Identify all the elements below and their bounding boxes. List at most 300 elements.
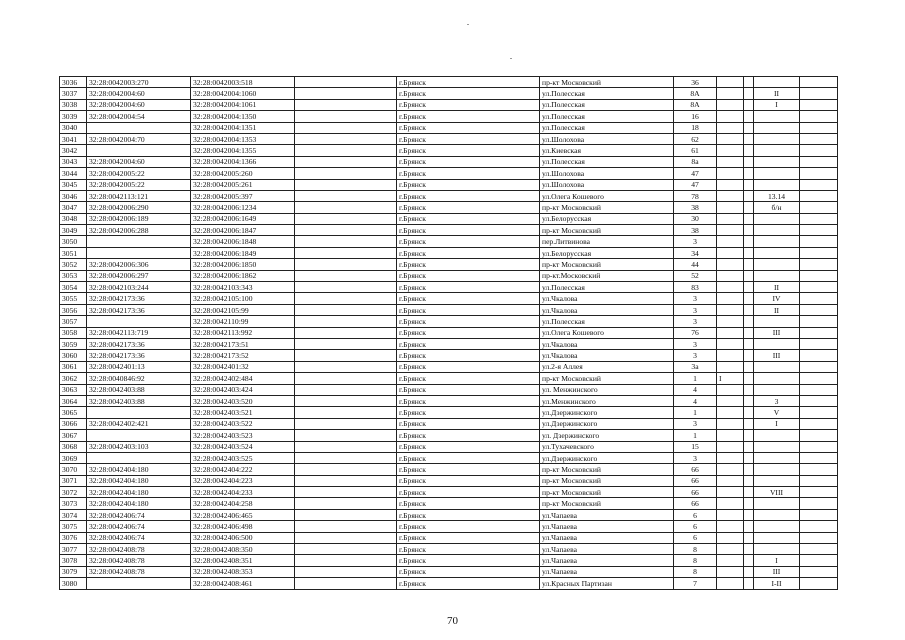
- city-cell: г.Брянск: [397, 145, 540, 156]
- building-cadastral-cell: 32:28:0042004:1350: [191, 111, 295, 122]
- register-table: [59, 76, 838, 590]
- empty-cell: [295, 270, 397, 281]
- empty-cell: [744, 225, 754, 236]
- parcel-cadastral-cell: 32:28:0042404:180: [87, 487, 191, 498]
- building-cadastral-cell: 32:28:0042408:350: [191, 544, 295, 555]
- table-row: [60, 122, 838, 133]
- premises-cell: [754, 338, 800, 349]
- empty-cell: [295, 293, 397, 304]
- empty-cell: [800, 88, 838, 99]
- house-cell: 7: [674, 578, 717, 589]
- house-cell: 1: [674, 373, 717, 384]
- row-number-cell: 3062: [60, 373, 87, 384]
- premises-cell: VIII: [754, 487, 800, 498]
- building-part-cell: [717, 293, 744, 304]
- empty-cell: [800, 384, 838, 395]
- building-part-cell: [717, 395, 744, 406]
- empty-cell: [744, 578, 754, 589]
- empty-cell: [800, 509, 838, 520]
- table-row: [60, 293, 838, 304]
- building-cadastral-cell: 32:28:0042404:223: [191, 475, 295, 486]
- empty-cell: [744, 156, 754, 167]
- empty-cell: [800, 475, 838, 486]
- street-cell: ул.Дзержинского: [540, 418, 674, 429]
- city-cell: г.Брянск: [397, 395, 540, 406]
- street-cell: ул.Полесская: [540, 99, 674, 110]
- building-cadastral-cell: 32:28:0042408:351: [191, 555, 295, 566]
- building-part-cell: [717, 111, 744, 122]
- house-cell: 38: [674, 202, 717, 213]
- empty-cell: [295, 532, 397, 543]
- empty-cell: [744, 190, 754, 201]
- street-cell: пр-кт Московский: [540, 77, 674, 88]
- empty-cell: [744, 395, 754, 406]
- street-cell: ул.Полесская: [540, 316, 674, 327]
- premises-cell: [754, 270, 800, 281]
- row-number-cell: 3046: [60, 190, 87, 201]
- building-cadastral-cell: 32:28:0042003:518: [191, 77, 295, 88]
- premises-cell: 3: [754, 395, 800, 406]
- table-row: [60, 521, 838, 532]
- house-cell: 6: [674, 521, 717, 532]
- empty-cell: [295, 202, 397, 213]
- row-number-cell: 3072: [60, 487, 87, 498]
- building-part-cell: [717, 156, 744, 167]
- empty-cell: [800, 190, 838, 201]
- building-cadastral-cell: 32:28:0042403:521: [191, 407, 295, 418]
- empty-cell: [800, 270, 838, 281]
- premises-cell: [754, 532, 800, 543]
- parcel-cadastral-cell: [87, 247, 191, 258]
- building-cadastral-cell: 32:28:0042005:397: [191, 190, 295, 201]
- city-cell: г.Брянск: [397, 441, 540, 452]
- parcel-cadastral-cell: [87, 430, 191, 441]
- parcel-cadastral-cell: 32:28:0042406:74: [87, 521, 191, 532]
- city-cell: г.Брянск: [397, 225, 540, 236]
- table-row: [60, 179, 838, 190]
- premises-cell: [754, 316, 800, 327]
- row-number-cell: 3075: [60, 521, 87, 532]
- empty-cell: [295, 247, 397, 258]
- parcel-cadastral-cell: 32:28:0042004:70: [87, 133, 191, 144]
- building-cadastral-cell: 32:28:0042406:465: [191, 509, 295, 520]
- scan-speck: [510, 58, 512, 59]
- parcel-cadastral-cell: 32:28:0042006:288: [87, 225, 191, 236]
- empty-cell: [744, 361, 754, 372]
- street-cell: ул.Менжинского: [540, 395, 674, 406]
- empty-cell: [744, 236, 754, 247]
- empty-cell: [800, 544, 838, 555]
- parcel-cadastral-cell: [87, 578, 191, 589]
- empty-cell: [744, 99, 754, 110]
- empty-cell: [744, 213, 754, 224]
- empty-cell: [744, 464, 754, 475]
- premises-cell: [754, 236, 800, 247]
- building-cadastral-cell: 32:28:0042406:500: [191, 532, 295, 543]
- street-cell: ул.Дзержинского: [540, 407, 674, 418]
- street-cell: ул.Чкалова: [540, 338, 674, 349]
- street-cell: ул.Полесская: [540, 88, 674, 99]
- row-number-cell: 3040: [60, 122, 87, 133]
- row-number-cell: 3064: [60, 395, 87, 406]
- house-cell: 4: [674, 384, 717, 395]
- table-row: [60, 190, 838, 201]
- table-row: [60, 247, 838, 258]
- city-cell: г.Брянск: [397, 475, 540, 486]
- table-row: [60, 236, 838, 247]
- house-cell: 83: [674, 282, 717, 293]
- table-row: [60, 111, 838, 122]
- street-cell: ул. Менжинского: [540, 384, 674, 395]
- city-cell: г.Брянск: [397, 555, 540, 566]
- building-cadastral-cell: 32:28:0042110:99: [191, 316, 295, 327]
- table-row: [60, 578, 838, 589]
- building-cadastral-cell: 32:28:0042408:461: [191, 578, 295, 589]
- row-number-cell: 3048: [60, 213, 87, 224]
- empty-cell: [800, 578, 838, 589]
- empty-cell: [744, 270, 754, 281]
- empty-cell: [295, 179, 397, 190]
- street-cell: ул.Чкалова: [540, 293, 674, 304]
- empty-cell: [295, 475, 397, 486]
- empty-cell: [295, 145, 397, 156]
- empty-cell: [295, 190, 397, 201]
- building-cadastral-cell: 32:28:0042004:1351: [191, 122, 295, 133]
- empty-cell: [295, 464, 397, 475]
- house-cell: 30: [674, 213, 717, 224]
- city-cell: г.Брянск: [397, 350, 540, 361]
- empty-cell: [800, 350, 838, 361]
- city-cell: г.Брянск: [397, 156, 540, 167]
- city-cell: г.Брянск: [397, 509, 540, 520]
- premises-cell: [754, 544, 800, 555]
- table-row: [60, 373, 838, 384]
- building-part-cell: [717, 190, 744, 201]
- city-cell: г.Брянск: [397, 179, 540, 190]
- empty-cell: [295, 225, 397, 236]
- house-cell: 18: [674, 122, 717, 133]
- city-cell: г.Брянск: [397, 566, 540, 577]
- empty-cell: [744, 487, 754, 498]
- building-part-cell: [717, 99, 744, 110]
- premises-cell: IV: [754, 293, 800, 304]
- table-row: [60, 202, 838, 213]
- building-part-cell: [717, 521, 744, 532]
- premises-cell: [754, 361, 800, 372]
- empty-cell: [744, 202, 754, 213]
- empty-cell: [744, 452, 754, 463]
- empty-cell: [744, 509, 754, 520]
- parcel-cadastral-cell: 32:28:0042004:54: [87, 111, 191, 122]
- building-part-cell: [717, 532, 744, 543]
- empty-cell: [295, 373, 397, 384]
- street-cell: пр-кт Московский: [540, 464, 674, 475]
- empty-cell: [295, 77, 397, 88]
- house-cell: 3а: [674, 361, 717, 372]
- building-cadastral-cell: 32:28:0042401:32: [191, 361, 295, 372]
- table-row: [60, 441, 838, 452]
- table-row: [60, 407, 838, 418]
- street-cell: ул.Шолохова: [540, 179, 674, 190]
- street-cell: ул.Чапаева: [540, 555, 674, 566]
- city-cell: г.Брянск: [397, 111, 540, 122]
- city-cell: г.Брянск: [397, 452, 540, 463]
- empty-cell: [744, 384, 754, 395]
- empty-cell: [800, 373, 838, 384]
- street-cell: пр-кт Московский: [540, 475, 674, 486]
- house-cell: 8: [674, 555, 717, 566]
- row-number-cell: 3039: [60, 111, 87, 122]
- row-number-cell: 3080: [60, 578, 87, 589]
- empty-cell: [800, 259, 838, 270]
- city-cell: г.Брянск: [397, 259, 540, 270]
- building-cadastral-cell: 32:28:0042113:992: [191, 327, 295, 338]
- empty-cell: [800, 395, 838, 406]
- empty-cell: [744, 88, 754, 99]
- row-number-cell: 3058: [60, 327, 87, 338]
- city-cell: г.Брянск: [397, 77, 540, 88]
- empty-cell: [800, 213, 838, 224]
- house-cell: 3: [674, 452, 717, 463]
- empty-cell: [800, 225, 838, 236]
- parcel-cadastral-cell: 32:28:0042003:270: [87, 77, 191, 88]
- house-cell: 66: [674, 475, 717, 486]
- building-part-cell: [717, 464, 744, 475]
- premises-cell: [754, 179, 800, 190]
- empty-cell: [744, 475, 754, 486]
- house-cell: 47: [674, 179, 717, 190]
- city-cell: г.Брянск: [397, 282, 540, 293]
- house-cell: 1: [674, 407, 717, 418]
- house-cell: 66: [674, 464, 717, 475]
- parcel-cadastral-cell: 32:28:0042408:78: [87, 544, 191, 555]
- parcel-cadastral-cell: 32:28:0042401:13: [87, 361, 191, 372]
- street-cell: пр-кт Московский: [540, 498, 674, 509]
- empty-cell: [744, 498, 754, 509]
- empty-cell: [295, 316, 397, 327]
- street-cell: пр-кт.Московский: [540, 270, 674, 281]
- empty-cell: [295, 441, 397, 452]
- empty-cell: [800, 247, 838, 258]
- empty-cell: [295, 395, 397, 406]
- street-cell: ул.Олега Кошевого: [540, 190, 674, 201]
- table-row: [60, 464, 838, 475]
- building-part-cell: [717, 122, 744, 133]
- building-cadastral-cell: 32:28:0042103:343: [191, 282, 295, 293]
- building-cadastral-cell: 32:28:0042403:520: [191, 395, 295, 406]
- parcel-cadastral-cell: 32:28:0042404:180: [87, 475, 191, 486]
- building-cadastral-cell: 32:28:0042004:1355: [191, 145, 295, 156]
- empty-cell: [744, 407, 754, 418]
- building-cadastral-cell: 32:28:0042004:1366: [191, 156, 295, 167]
- empty-cell: [744, 521, 754, 532]
- city-cell: г.Брянск: [397, 373, 540, 384]
- city-cell: г.Брянск: [397, 88, 540, 99]
- empty-cell: [744, 316, 754, 327]
- building-part-cell: [717, 133, 744, 144]
- table-row: [60, 350, 838, 361]
- table-row: [60, 99, 838, 110]
- building-part-cell: [717, 452, 744, 463]
- city-cell: г.Брянск: [397, 190, 540, 201]
- building-cadastral-cell: 32:28:0042004:1061: [191, 99, 295, 110]
- premises-cell: [754, 247, 800, 258]
- empty-cell: [744, 350, 754, 361]
- table-row: [60, 145, 838, 156]
- building-cadastral-cell: 32:28:0042403:524: [191, 441, 295, 452]
- row-number-cell: 3054: [60, 282, 87, 293]
- parcel-cadastral-cell: 32:28:0042006:297: [87, 270, 191, 281]
- empty-cell: [800, 99, 838, 110]
- table-row: [60, 77, 838, 88]
- row-number-cell: 3044: [60, 168, 87, 179]
- city-cell: г.Брянск: [397, 521, 540, 532]
- row-number-cell: 3061: [60, 361, 87, 372]
- empty-cell: [295, 88, 397, 99]
- empty-cell: [295, 338, 397, 349]
- table-row: [60, 327, 838, 338]
- row-number-cell: 3066: [60, 418, 87, 429]
- parcel-cadastral-cell: 32:28:0042403:88: [87, 384, 191, 395]
- row-number-cell: 3047: [60, 202, 87, 213]
- empty-cell: [295, 304, 397, 315]
- register-table-body: [60, 77, 838, 590]
- parcel-cadastral-cell: [87, 236, 191, 247]
- empty-cell: [295, 259, 397, 270]
- house-cell: 8А: [674, 99, 717, 110]
- empty-cell: [800, 441, 838, 452]
- city-cell: г.Брянск: [397, 361, 540, 372]
- empty-cell: [800, 77, 838, 88]
- empty-cell: [744, 418, 754, 429]
- building-part-cell: [717, 430, 744, 441]
- house-cell: 3: [674, 293, 717, 304]
- premises-cell: [754, 213, 800, 224]
- city-cell: г.Брянск: [397, 407, 540, 418]
- empty-cell: [744, 327, 754, 338]
- table-row: [60, 452, 838, 463]
- empty-cell: [800, 145, 838, 156]
- row-number-cell: 3074: [60, 509, 87, 520]
- building-cadastral-cell: 32:28:0042406:498: [191, 521, 295, 532]
- building-cadastral-cell: 32:28:0042006:1849: [191, 247, 295, 258]
- empty-cell: [744, 77, 754, 88]
- empty-cell: [800, 156, 838, 167]
- building-cadastral-cell: 32:28:0042006:1234: [191, 202, 295, 213]
- parcel-cadastral-cell: 32:28:0042173:36: [87, 338, 191, 349]
- building-cadastral-cell: 32:28:0042006:1848: [191, 236, 295, 247]
- building-part-cell: [717, 179, 744, 190]
- empty-cell: [744, 168, 754, 179]
- building-cadastral-cell: 32:28:0042006:1862: [191, 270, 295, 281]
- row-number-cell: 3076: [60, 532, 87, 543]
- parcel-cadastral-cell: 32:28:0042004:60: [87, 99, 191, 110]
- street-cell: ул.Красных Партизан: [540, 578, 674, 589]
- building-cadastral-cell: 32:28:0042403:522: [191, 418, 295, 429]
- building-cadastral-cell: 32:28:0042408:353: [191, 566, 295, 577]
- table-row: [60, 88, 838, 99]
- premises-cell: [754, 259, 800, 270]
- table-row: [60, 532, 838, 543]
- building-part-cell: [717, 213, 744, 224]
- empty-cell: [800, 487, 838, 498]
- empty-cell: [744, 544, 754, 555]
- parcel-cadastral-cell: [87, 452, 191, 463]
- empty-cell: [295, 498, 397, 509]
- parcel-cadastral-cell: 32:28:0042006:290: [87, 202, 191, 213]
- row-number-cell: 3052: [60, 259, 87, 270]
- building-part-cell: [717, 384, 744, 395]
- table-row: [60, 544, 838, 555]
- building-part-cell: [717, 225, 744, 236]
- city-cell: г.Брянск: [397, 316, 540, 327]
- empty-cell: [744, 122, 754, 133]
- empty-cell: [295, 418, 397, 429]
- empty-cell: [295, 361, 397, 372]
- row-number-cell: 3068: [60, 441, 87, 452]
- building-part-cell: [717, 282, 744, 293]
- building-cadastral-cell: 32:28:0042403:525: [191, 452, 295, 463]
- house-cell: 44: [674, 259, 717, 270]
- city-cell: г.Брянск: [397, 464, 540, 475]
- building-part-cell: [717, 327, 744, 338]
- parcel-cadastral-cell: 32:28:0042005:22: [87, 168, 191, 179]
- street-cell: пр-кт Московский: [540, 373, 674, 384]
- building-part-cell: [717, 338, 744, 349]
- empty-cell: [800, 361, 838, 372]
- building-part-cell: [717, 509, 744, 520]
- building-cadastral-cell: 32:28:0042173:52: [191, 350, 295, 361]
- empty-cell: [800, 133, 838, 144]
- building-part-cell: [717, 487, 744, 498]
- table-row: [60, 133, 838, 144]
- empty-cell: [800, 111, 838, 122]
- table-row: [60, 555, 838, 566]
- parcel-cadastral-cell: 32:28:0042404:180: [87, 498, 191, 509]
- house-cell: 34: [674, 247, 717, 258]
- table-row: [60, 509, 838, 520]
- empty-cell: [295, 407, 397, 418]
- city-cell: г.Брянск: [397, 418, 540, 429]
- city-cell: г.Брянск: [397, 202, 540, 213]
- building-cadastral-cell: 32:28:0042404:222: [191, 464, 295, 475]
- house-cell: 3: [674, 236, 717, 247]
- empty-cell: [295, 213, 397, 224]
- house-cell: 15: [674, 441, 717, 452]
- premises-cell: V: [754, 407, 800, 418]
- empty-cell: [295, 521, 397, 532]
- row-number-cell: 3038: [60, 99, 87, 110]
- empty-cell: [800, 338, 838, 349]
- empty-cell: [800, 293, 838, 304]
- city-cell: г.Брянск: [397, 430, 540, 441]
- street-cell: ул.Тухачевского: [540, 441, 674, 452]
- house-cell: 6: [674, 532, 717, 543]
- premises-cell: II: [754, 88, 800, 99]
- house-cell: 62: [674, 133, 717, 144]
- building-part-cell: [717, 77, 744, 88]
- house-cell: 76: [674, 327, 717, 338]
- page-number: 70: [447, 615, 458, 627]
- empty-cell: [295, 156, 397, 167]
- street-cell: ул.Дзержинского: [540, 452, 674, 463]
- row-number-cell: 3051: [60, 247, 87, 258]
- premises-cell: [754, 509, 800, 520]
- parcel-cadastral-cell: 32:28:0042173:36: [87, 293, 191, 304]
- building-part-cell: [717, 236, 744, 247]
- parcel-cadastral-cell: 32:28:0042005:22: [87, 179, 191, 190]
- empty-cell: [800, 327, 838, 338]
